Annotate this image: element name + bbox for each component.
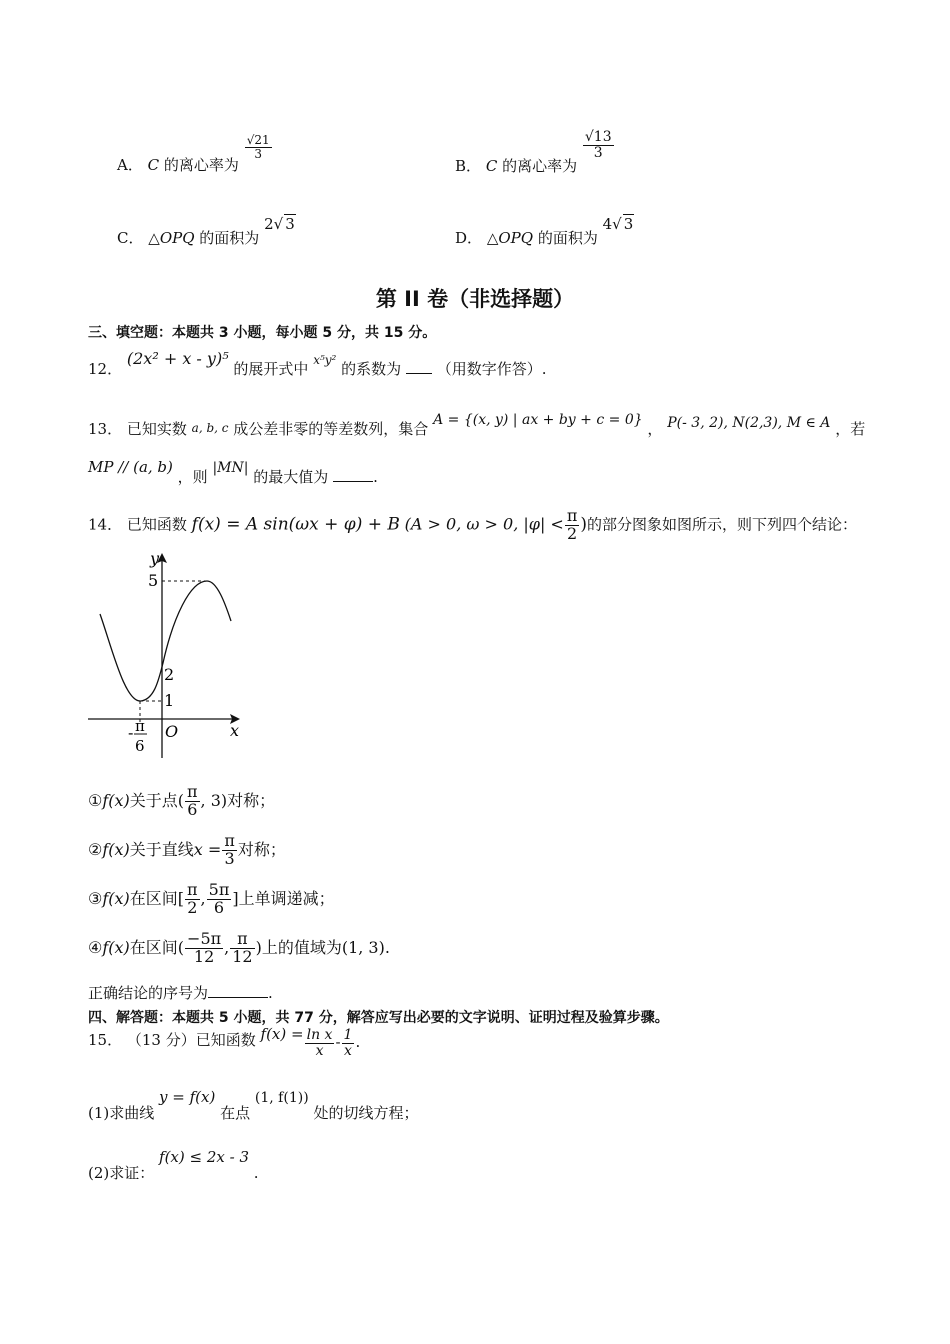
option-c-var: OPQ <box>159 229 195 247</box>
option-a-fraction <box>245 134 272 160</box>
option-d-rad: 3 <box>623 215 634 233</box>
q14-conclusion-2 <box>88 833 286 868</box>
q13-text1: 已知实数 <box>126 420 187 438</box>
c1-post: , 3)对称； <box>200 790 276 810</box>
question-13-line2 <box>88 456 378 486</box>
q14-text2: 的部分图象如图所示，则下列四个结论： <box>587 515 858 534</box>
option-a-text: 的离心率为 <box>163 156 239 175</box>
q14-text1: 已知函数 <box>126 515 187 534</box>
q14-number: 14． <box>88 515 123 534</box>
c4-den1: 12 <box>193 946 215 966</box>
x-tick-num: π <box>135 717 145 735</box>
q15-text1: 已知函数 <box>195 1031 256 1050</box>
q14-cond-fraction <box>565 508 580 543</box>
q14-answer-text: 正确结论的序号为 <box>88 984 209 1002</box>
q14-answer-blank[interactable] <box>208 983 268 998</box>
q13-vars: a, b, c <box>191 421 229 435</box>
tick-2: 2 <box>164 665 175 684</box>
q15-p1-end: 处的切线方程； <box>313 1104 419 1122</box>
question-13 <box>88 408 866 438</box>
triangle-icon: △ <box>148 229 160 247</box>
q14-graph <box>85 548 250 763</box>
q14-conclusion-3: ③f(x)在区间[ $\frac{\pi}{2}$ , $\frac{5\pi}{6}$ ]上单调递减； <box>88 880 335 917</box>
q13-text3: ，若 <box>835 420 866 438</box>
q15-frac1-den: x <box>315 1042 324 1059</box>
q15-minus: - <box>335 1033 341 1052</box>
q15-p2-end: . <box>253 1164 259 1182</box>
section4-header: 四、解答题：本题共 5 小题，共 77 分，解答应写出必要的文字说明、证明过程及验算步骤。 <box>88 1010 669 1026</box>
q15-frac1 <box>305 1028 335 1058</box>
option-a-den: 3 <box>254 146 262 161</box>
sqrt-icon: √ <box>273 215 284 233</box>
q15-p1-text: 在点 <box>220 1104 251 1122</box>
q12-text2: 的系数为 <box>341 360 402 378</box>
option-b-text: 的离心率为 <box>502 157 578 176</box>
q15-frac2 <box>342 1028 355 1058</box>
q12-expr: (2x² + x - y)⁵ <box>126 349 229 368</box>
q14-conclusion-1 <box>88 784 275 819</box>
c4-fraction-2 <box>230 931 254 966</box>
question-12 <box>88 348 547 378</box>
q15-end: . <box>355 1033 361 1052</box>
option-a-var: C <box>147 156 160 175</box>
triangle-icon: △ <box>486 229 499 247</box>
q14-answer <box>88 982 273 1003</box>
x-tick-sign: - <box>128 723 134 742</box>
c4-text: 在区间( <box>129 937 185 957</box>
q12-text1: 的展开式中 <box>233 360 309 378</box>
c2-post: 对称； <box>237 839 286 859</box>
option-d-label: D． <box>455 229 483 247</box>
q15-p1-point: (1, f(1)) <box>254 1090 309 1106</box>
c4-pre: f(x) <box>102 937 130 957</box>
question-14 <box>88 508 857 543</box>
option-b-var: C <box>485 157 498 176</box>
q15-score: （13 分） <box>126 1031 196 1050</box>
q15-p2-ineq: f(x) ≤ 2x - 3 <box>159 1148 250 1166</box>
c2-den: 3 <box>224 848 235 868</box>
option-c <box>117 213 296 247</box>
q14-func: f(x) = A sin(ωx + φ) + B <box>191 514 400 535</box>
c4-mark: ④ <box>88 937 103 957</box>
q13-points: P(- 3, 2), N(2,3), M ∈ A <box>667 415 831 431</box>
q12-term: x⁵y² <box>313 353 337 367</box>
option-a-label: A． <box>117 156 143 175</box>
c3-fraction-2 <box>207 882 232 917</box>
part2-title: 第 II 卷（非选择题） <box>375 287 575 311</box>
c3-fraction-1 <box>185 882 200 917</box>
option-b-den: 3 <box>593 144 603 161</box>
c3-den1: 2 <box>187 897 198 917</box>
c4-post: )上的值域为(1, 3). <box>255 937 390 957</box>
q14-cond-end: ) <box>580 514 587 535</box>
q15-part1 <box>88 1086 419 1122</box>
q13-text5: 的最大值为 <box>253 468 329 486</box>
option-c-text: 的面积为 <box>199 229 260 247</box>
option-b-fraction <box>583 130 614 160</box>
q15-p2-label: (2)求证： <box>88 1164 155 1182</box>
option-d <box>455 213 634 247</box>
c1-num: π <box>187 782 198 801</box>
q13-text4: ，则 <box>177 468 208 486</box>
q15-frac2-den: x <box>344 1042 352 1059</box>
q13-end: . <box>373 468 378 486</box>
c3-pre: f(x) <box>102 888 130 908</box>
q14-answer-end: . <box>268 984 273 1002</box>
option-d-text: 的面积为 <box>537 229 598 247</box>
y-label: y <box>150 549 160 568</box>
c4-num1: −5π <box>187 929 222 948</box>
q13-sep: ， <box>647 420 663 438</box>
c4-num2: π <box>230 931 254 949</box>
q12-number: 12． <box>88 360 123 378</box>
c4-den2: 12 <box>232 946 253 966</box>
c2-text: 关于直线 <box>129 839 194 859</box>
q13-number: 13． <box>88 420 123 438</box>
c3-mark: ③ <box>88 888 103 908</box>
sqrt-icon: √ <box>612 215 622 233</box>
q15-p1-label: (1)求曲线 <box>88 1104 155 1122</box>
c1-den: 6 <box>187 799 198 819</box>
option-a <box>117 133 273 175</box>
c3-post: ]上单调递减； <box>232 888 335 908</box>
option-b-label: B． <box>455 157 482 176</box>
q12-answer-blank[interactable] <box>406 359 432 374</box>
q14-cond: (A > 0, ω > 0, |φ| < <box>404 514 564 534</box>
option-c-label: C． <box>117 229 144 247</box>
section3-header: 三、填空题：本题共 3 小题，每小题 5 分，共 15 分。 <box>88 325 437 341</box>
tick-5: 5 <box>148 571 159 590</box>
c3-text: 在区间[ <box>129 888 185 908</box>
q14-conclusion-4: ④f(x)在区间( $\frac{-5\pi}{12}$ , $\frac{\pi}{12}$ )上的值域为(1, 3). <box>88 929 390 966</box>
c1-fraction <box>185 784 200 819</box>
c2-fraction <box>222 833 237 868</box>
option-d-coef: 4 <box>602 215 613 233</box>
q14-cond-den: 2 <box>567 523 578 543</box>
q14-cond-num: π <box>566 506 578 525</box>
q15-func-lhs: f(x) = <box>260 1025 304 1044</box>
q13-set: A = {(x, y) | ax + by + c = 0} <box>433 412 643 428</box>
option-b-num: √13 <box>584 129 612 145</box>
q15-part2 <box>88 1146 259 1182</box>
c3-den2: 6 <box>213 897 225 917</box>
q13-text2: 成公差非零的等差数列，集合 <box>233 420 429 438</box>
option-d-var: OPQ <box>498 229 534 247</box>
c2-mark: ② <box>88 839 103 859</box>
x-label: x <box>230 721 240 740</box>
origin-label: O <box>165 722 179 741</box>
q13-cond: MP // (a, b) <box>88 458 173 476</box>
c2-var: x = <box>193 839 222 859</box>
q15-number: 15． <box>88 1031 123 1050</box>
c4-fraction-1 <box>185 931 223 966</box>
option-a-num: √21 <box>246 133 270 147</box>
c1-mark: ① <box>88 790 103 810</box>
q15-p1-curve: y = f(x) <box>159 1088 216 1106</box>
c2-num: π <box>224 831 235 850</box>
c2-pre: f(x) <box>102 839 130 859</box>
q15-frac1-num: ln x <box>306 1027 333 1043</box>
c3-num2: 5π <box>208 880 230 899</box>
c1-text: 关于点( <box>129 790 185 810</box>
c3-num1: π <box>187 880 198 899</box>
q15-frac2-num: 1 <box>343 1027 353 1043</box>
q13-abs: |MN| <box>212 460 249 476</box>
option-c-coef: 2 <box>264 215 274 233</box>
c1-pre: f(x) <box>102 790 130 810</box>
q12-text3: （用数字作答）. <box>436 360 547 378</box>
option-b <box>455 129 615 176</box>
question-15 <box>88 1025 361 1059</box>
x-tick-den: 6 <box>135 737 145 755</box>
q13-answer-blank[interactable] <box>333 467 373 482</box>
option-c-rad: 3 <box>285 215 295 233</box>
tick-1: 1 <box>164 691 175 710</box>
